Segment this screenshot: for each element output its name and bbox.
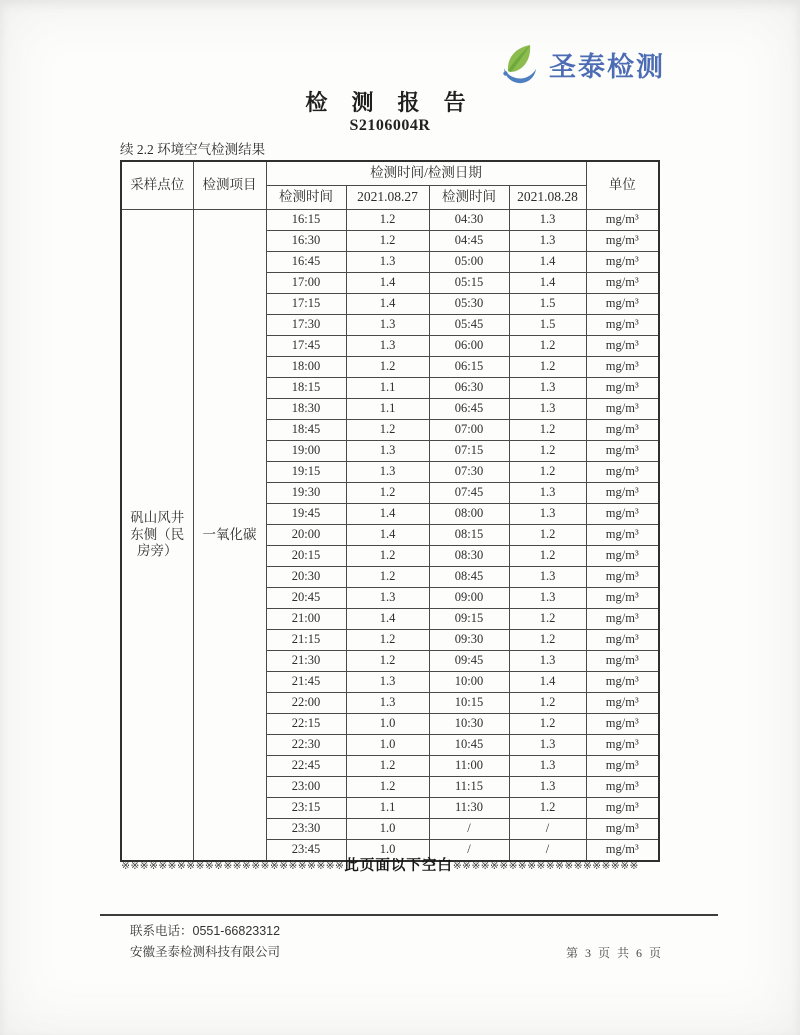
- col-header-unit: 单位: [586, 161, 659, 210]
- time-cell: 08:30: [429, 546, 509, 567]
- time-cell: 05:30: [429, 294, 509, 315]
- results-table: [120, 160, 660, 862]
- value-cell: 1.2: [346, 231, 429, 252]
- blank-note-text: 此页面以下空白: [344, 858, 453, 874]
- unit-cell: mg/m³: [586, 462, 659, 483]
- value-cell: 1.3: [346, 693, 429, 714]
- time-cell: 17:00: [266, 273, 346, 294]
- value-cell: 1.3: [509, 483, 586, 504]
- value-cell: 1.4: [346, 525, 429, 546]
- value-cell: 1.2: [346, 630, 429, 651]
- unit-cell: mg/m³: [586, 231, 659, 252]
- value-cell: 1.4: [346, 504, 429, 525]
- value-cell: 1.0: [346, 840, 429, 862]
- unit-cell: mg/m³: [586, 609, 659, 630]
- footer-page-number: 第 3 页 共 6 页: [566, 946, 664, 960]
- value-cell: 1.2: [509, 336, 586, 357]
- time-cell: 22:15: [266, 714, 346, 735]
- time-cell: 19:00: [266, 441, 346, 462]
- value-cell: 1.4: [509, 252, 586, 273]
- time-cell: 16:45: [266, 252, 346, 273]
- sampling-point-cell: 矾山风井东侧（民房旁）: [121, 210, 193, 862]
- value-cell: 1.5: [509, 294, 586, 315]
- time-cell: 18:00: [266, 357, 346, 378]
- unit-cell: mg/m³: [586, 693, 659, 714]
- value-cell: 1.4: [346, 294, 429, 315]
- unit-cell: mg/m³: [586, 315, 659, 336]
- col-header-test-item: 检测项目: [193, 161, 266, 210]
- footer-company: 安徽圣泰检测科技有限公司: [130, 945, 281, 959]
- time-cell: 09:00: [429, 588, 509, 609]
- time-cell: 06:45: [429, 399, 509, 420]
- unit-cell: mg/m³: [586, 336, 659, 357]
- unit-cell: mg/m³: [586, 294, 659, 315]
- time-cell: 18:45: [266, 420, 346, 441]
- time-cell: 23:00: [266, 777, 346, 798]
- time-cell: 21:15: [266, 630, 346, 651]
- time-cell: 04:30: [429, 210, 509, 231]
- value-cell: 1.3: [346, 252, 429, 273]
- value-cell: 1.5: [509, 315, 586, 336]
- time-cell: 08:15: [429, 525, 509, 546]
- value-cell: 1.2: [346, 420, 429, 441]
- footer-divider: [100, 914, 718, 916]
- time-cell: 21:30: [266, 651, 346, 672]
- unit-cell: mg/m³: [586, 777, 659, 798]
- value-cell: 1.3: [509, 378, 586, 399]
- time-cell: 07:30: [429, 462, 509, 483]
- time-cell: 09:30: [429, 630, 509, 651]
- time-cell: 10:45: [429, 735, 509, 756]
- time-cell: 06:00: [429, 336, 509, 357]
- unit-cell: mg/m³: [586, 735, 659, 756]
- time-cell: 23:30: [266, 819, 346, 840]
- time-cell: 11:30: [429, 798, 509, 819]
- col-header-date-2: 2021.08.28: [509, 186, 586, 210]
- value-cell: 1.2: [509, 693, 586, 714]
- unit-cell: mg/m³: [586, 273, 659, 294]
- report-number: S2106004R: [349, 117, 431, 134]
- value-cell: 1.2: [346, 777, 429, 798]
- col-header-date-1: 2021.08.27: [346, 186, 429, 210]
- value-cell: 1.0: [346, 735, 429, 756]
- value-cell: 1.3: [346, 336, 429, 357]
- unit-cell: mg/m³: [586, 441, 659, 462]
- value-cell: 1.3: [509, 651, 586, 672]
- blank-note-right-marks: ※※※※※※※※※※※※※※※※※※※※: [452, 861, 639, 872]
- time-cell: 23:45: [266, 840, 346, 862]
- unit-cell: mg/m³: [586, 420, 659, 441]
- company-logo: [497, 42, 665, 86]
- unit-cell: mg/m³: [586, 504, 659, 525]
- value-cell: 1.3: [509, 504, 586, 525]
- col-header-time-2: 检测时间: [429, 186, 509, 210]
- time-cell: 04:45: [429, 231, 509, 252]
- value-cell: 1.2: [346, 357, 429, 378]
- value-cell: 1.2: [346, 546, 429, 567]
- value-cell: 1.2: [346, 567, 429, 588]
- results-tbody: [121, 210, 659, 862]
- value-cell: 1.2: [509, 462, 586, 483]
- value-cell: 1.0: [346, 714, 429, 735]
- unit-cell: mg/m³: [586, 714, 659, 735]
- col-header-sampling-point: 采样点位: [121, 161, 193, 210]
- value-cell: 1.3: [509, 210, 586, 231]
- header-row-1: [121, 161, 659, 186]
- value-cell: 1.3: [509, 588, 586, 609]
- value-cell: 1.3: [509, 231, 586, 252]
- page-title: 检 测 报 告: [305, 90, 475, 115]
- value-cell: 1.2: [509, 609, 586, 630]
- value-cell: 1.2: [509, 546, 586, 567]
- footer-phone: 联系电话：0551-66823312: [130, 924, 281, 938]
- unit-cell: mg/m³: [586, 819, 659, 840]
- value-cell: 1.3: [509, 735, 586, 756]
- time-cell: 23:15: [266, 798, 346, 819]
- value-cell: 1.4: [509, 672, 586, 693]
- unit-cell: mg/m³: [586, 588, 659, 609]
- time-cell: 09:45: [429, 651, 509, 672]
- time-cell: 06:15: [429, 357, 509, 378]
- time-cell: 17:30: [266, 315, 346, 336]
- time-cell: 21:45: [266, 672, 346, 693]
- time-cell: 08:00: [429, 504, 509, 525]
- unit-cell: mg/m³: [586, 798, 659, 819]
- time-cell: 17:15: [266, 294, 346, 315]
- time-cell: 11:00: [429, 756, 509, 777]
- value-cell: 1.3: [346, 672, 429, 693]
- value-cell: 1.1: [346, 378, 429, 399]
- time-cell: 07:15: [429, 441, 509, 462]
- value-cell: 1.2: [509, 525, 586, 546]
- time-cell: 22:00: [266, 693, 346, 714]
- time-cell: 08:45: [429, 567, 509, 588]
- value-cell: 1.1: [346, 399, 429, 420]
- time-cell: 10:30: [429, 714, 509, 735]
- value-cell: 1.3: [509, 777, 586, 798]
- unit-cell: mg/m³: [586, 672, 659, 693]
- col-header-datetime-group: 检测时间/检测日期: [266, 161, 586, 186]
- value-cell: 1.4: [509, 273, 586, 294]
- time-cell: 20:15: [266, 546, 346, 567]
- time-cell: 09:15: [429, 609, 509, 630]
- unit-cell: mg/m³: [586, 756, 659, 777]
- time-cell: 20:45: [266, 588, 346, 609]
- col-header-time-1: 检测时间: [266, 186, 346, 210]
- value-cell: 1.2: [509, 630, 586, 651]
- value-cell: 1.2: [509, 714, 586, 735]
- time-cell: 17:45: [266, 336, 346, 357]
- time-cell: 21:00: [266, 609, 346, 630]
- time-cell: 05:00: [429, 252, 509, 273]
- time-cell: 10:00: [429, 672, 509, 693]
- value-cell: /: [509, 819, 586, 840]
- value-cell: 1.3: [346, 441, 429, 462]
- leaf-logo-icon: [497, 42, 541, 86]
- time-cell: 05:45: [429, 315, 509, 336]
- value-cell: 1.3: [346, 315, 429, 336]
- unit-cell: mg/m³: [586, 651, 659, 672]
- time-cell: 05:15: [429, 273, 509, 294]
- unit-cell: mg/m³: [586, 567, 659, 588]
- unit-cell: mg/m³: [586, 483, 659, 504]
- time-cell: 19:15: [266, 462, 346, 483]
- unit-cell: mg/m³: [586, 210, 659, 231]
- unit-cell: mg/m³: [586, 378, 659, 399]
- value-cell: 1.2: [346, 756, 429, 777]
- value-cell: 1.0: [346, 819, 429, 840]
- time-cell: 06:30: [429, 378, 509, 399]
- value-cell: 1.2: [346, 210, 429, 231]
- value-cell: 1.2: [509, 420, 586, 441]
- time-cell: 16:15: [266, 210, 346, 231]
- value-cell: 1.1: [346, 798, 429, 819]
- time-cell: 22:45: [266, 756, 346, 777]
- value-cell: 1.3: [509, 756, 586, 777]
- value-cell: 1.3: [509, 399, 586, 420]
- time-cell: 07:45: [429, 483, 509, 504]
- unit-cell: mg/m³: [586, 252, 659, 273]
- time-cell: 11:15: [429, 777, 509, 798]
- time-cell: 20:00: [266, 525, 346, 546]
- test-item-cell: 一氧化碳: [193, 210, 266, 862]
- brand-name: 圣泰检测: [549, 51, 665, 82]
- blank-note-left-marks: ※※※※※※※※※※※※※※※※※※※※※※※※: [121, 861, 345, 872]
- time-cell: 18:30: [266, 399, 346, 420]
- unit-cell: mg/m³: [586, 357, 659, 378]
- unit-cell: mg/m³: [586, 840, 659, 862]
- value-cell: 1.2: [346, 651, 429, 672]
- value-cell: 1.3: [509, 567, 586, 588]
- blank-page-note: [98, 854, 662, 875]
- value-cell: 1.2: [509, 798, 586, 819]
- time-cell: 10:15: [429, 693, 509, 714]
- value-cell: 1.2: [509, 441, 586, 462]
- unit-cell: mg/m³: [586, 630, 659, 651]
- time-cell: 22:30: [266, 735, 346, 756]
- value-cell: /: [509, 840, 586, 862]
- time-cell: 19:30: [266, 483, 346, 504]
- time-cell: 07:00: [429, 420, 509, 441]
- value-cell: 1.4: [346, 273, 429, 294]
- time-cell: /: [429, 840, 509, 862]
- section-label: 续 2.2 环境空气检测结果: [120, 142, 266, 157]
- table-row: [121, 210, 659, 231]
- value-cell: 1.4: [346, 609, 429, 630]
- time-cell: 19:45: [266, 504, 346, 525]
- unit-cell: mg/m³: [586, 525, 659, 546]
- unit-cell: mg/m³: [586, 399, 659, 420]
- value-cell: 1.2: [509, 357, 586, 378]
- unit-cell: mg/m³: [586, 546, 659, 567]
- time-cell: /: [429, 819, 509, 840]
- time-cell: 16:30: [266, 231, 346, 252]
- value-cell: 1.3: [346, 462, 429, 483]
- value-cell: 1.2: [346, 483, 429, 504]
- value-cell: 1.3: [346, 588, 429, 609]
- time-cell: 20:30: [266, 567, 346, 588]
- time-cell: 18:15: [266, 378, 346, 399]
